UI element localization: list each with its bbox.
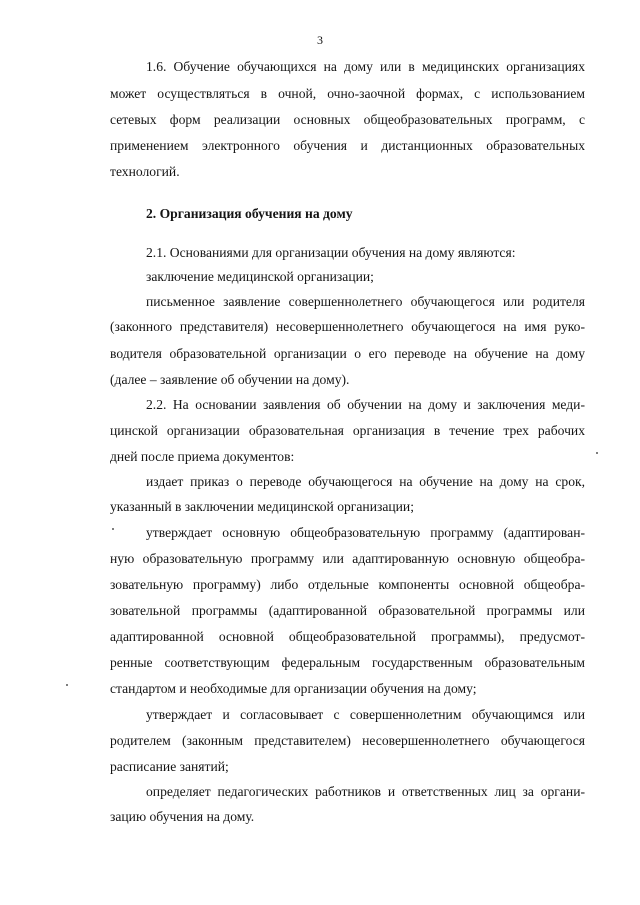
page-number: 3 — [317, 33, 323, 47]
text-line: указанный в заключении медицинской организации; — [110, 499, 414, 514]
text-line: расписание занятий; — [110, 759, 229, 774]
text-line: водителя образовательной организации о его переводе на обучение на дому — [110, 346, 585, 361]
text-line: может осуществляться в очной, очно-заочной формах, с использованием — [110, 86, 585, 101]
text-line: утверждает основную общеобразовательную программу (адаптирован- — [146, 525, 585, 540]
text-line: определяет педагогических работников и ответственных лиц за органи- — [146, 784, 585, 799]
text-line: 1.6. Обучение обучающихся на дому или в медицинских организациях — [146, 59, 585, 74]
scan-speck — [66, 684, 68, 686]
text-line: ренные соответствующим федеральным государственным образовательным — [110, 655, 585, 670]
text-line: 2.2. На основании заявления об обучении на дому и заключения меди- — [146, 397, 585, 412]
text-line: дней после приема документов: — [110, 449, 295, 464]
text-line: (далее – заявление об обучении на дому). — [110, 372, 350, 387]
text-line: технологий. — [110, 164, 180, 179]
text-line: цинской организации образовательная организация в течение трех рабочих — [110, 423, 585, 438]
scan-speck — [112, 528, 114, 530]
section-heading: 2. Организация обучения на дому — [146, 206, 353, 221]
text-line: утверждает и согласовывает с совершеннолетним обучающимся или — [146, 707, 585, 722]
text-line: 2.1. Основаниями для организации обучения на дому являются: — [146, 245, 516, 260]
text-line: зацию обучения на дому. — [110, 809, 255, 824]
text-line: заключение медицинской организации; — [146, 269, 374, 284]
text-line: письменное заявление совершеннолетнего обучающегося или родителя — [146, 294, 585, 309]
text-line: издает приказ о переводе обучающегося на обучение на дому на срок, — [146, 474, 585, 489]
text-line: ную образовательную программу или адаптированную основную общеобра- — [110, 551, 585, 566]
text-line: адаптированной основной общеобразовательной программы), предусмот- — [110, 629, 585, 644]
text-line: применением электронного обучения и дистанционных образовательных — [110, 138, 585, 153]
text-line: зовательную программу) либо отдельные компоненты основной общеобра- — [110, 577, 585, 592]
text-line: сетевых форм реализации основных общеобразовательных программ, с — [110, 112, 585, 127]
text-line: (законного представителя) несовершеннолетнего обучающегося на имя руко- — [110, 319, 585, 334]
text-line: стандартом и необходимые для организации обучения на дому; — [110, 681, 477, 696]
text-line: зовательной программы (адаптированной образовательной программы или — [110, 603, 585, 618]
scan-speck — [596, 452, 598, 454]
text-line: родителем (законным представителем) несовершеннолетнего обучающегося — [110, 733, 585, 748]
